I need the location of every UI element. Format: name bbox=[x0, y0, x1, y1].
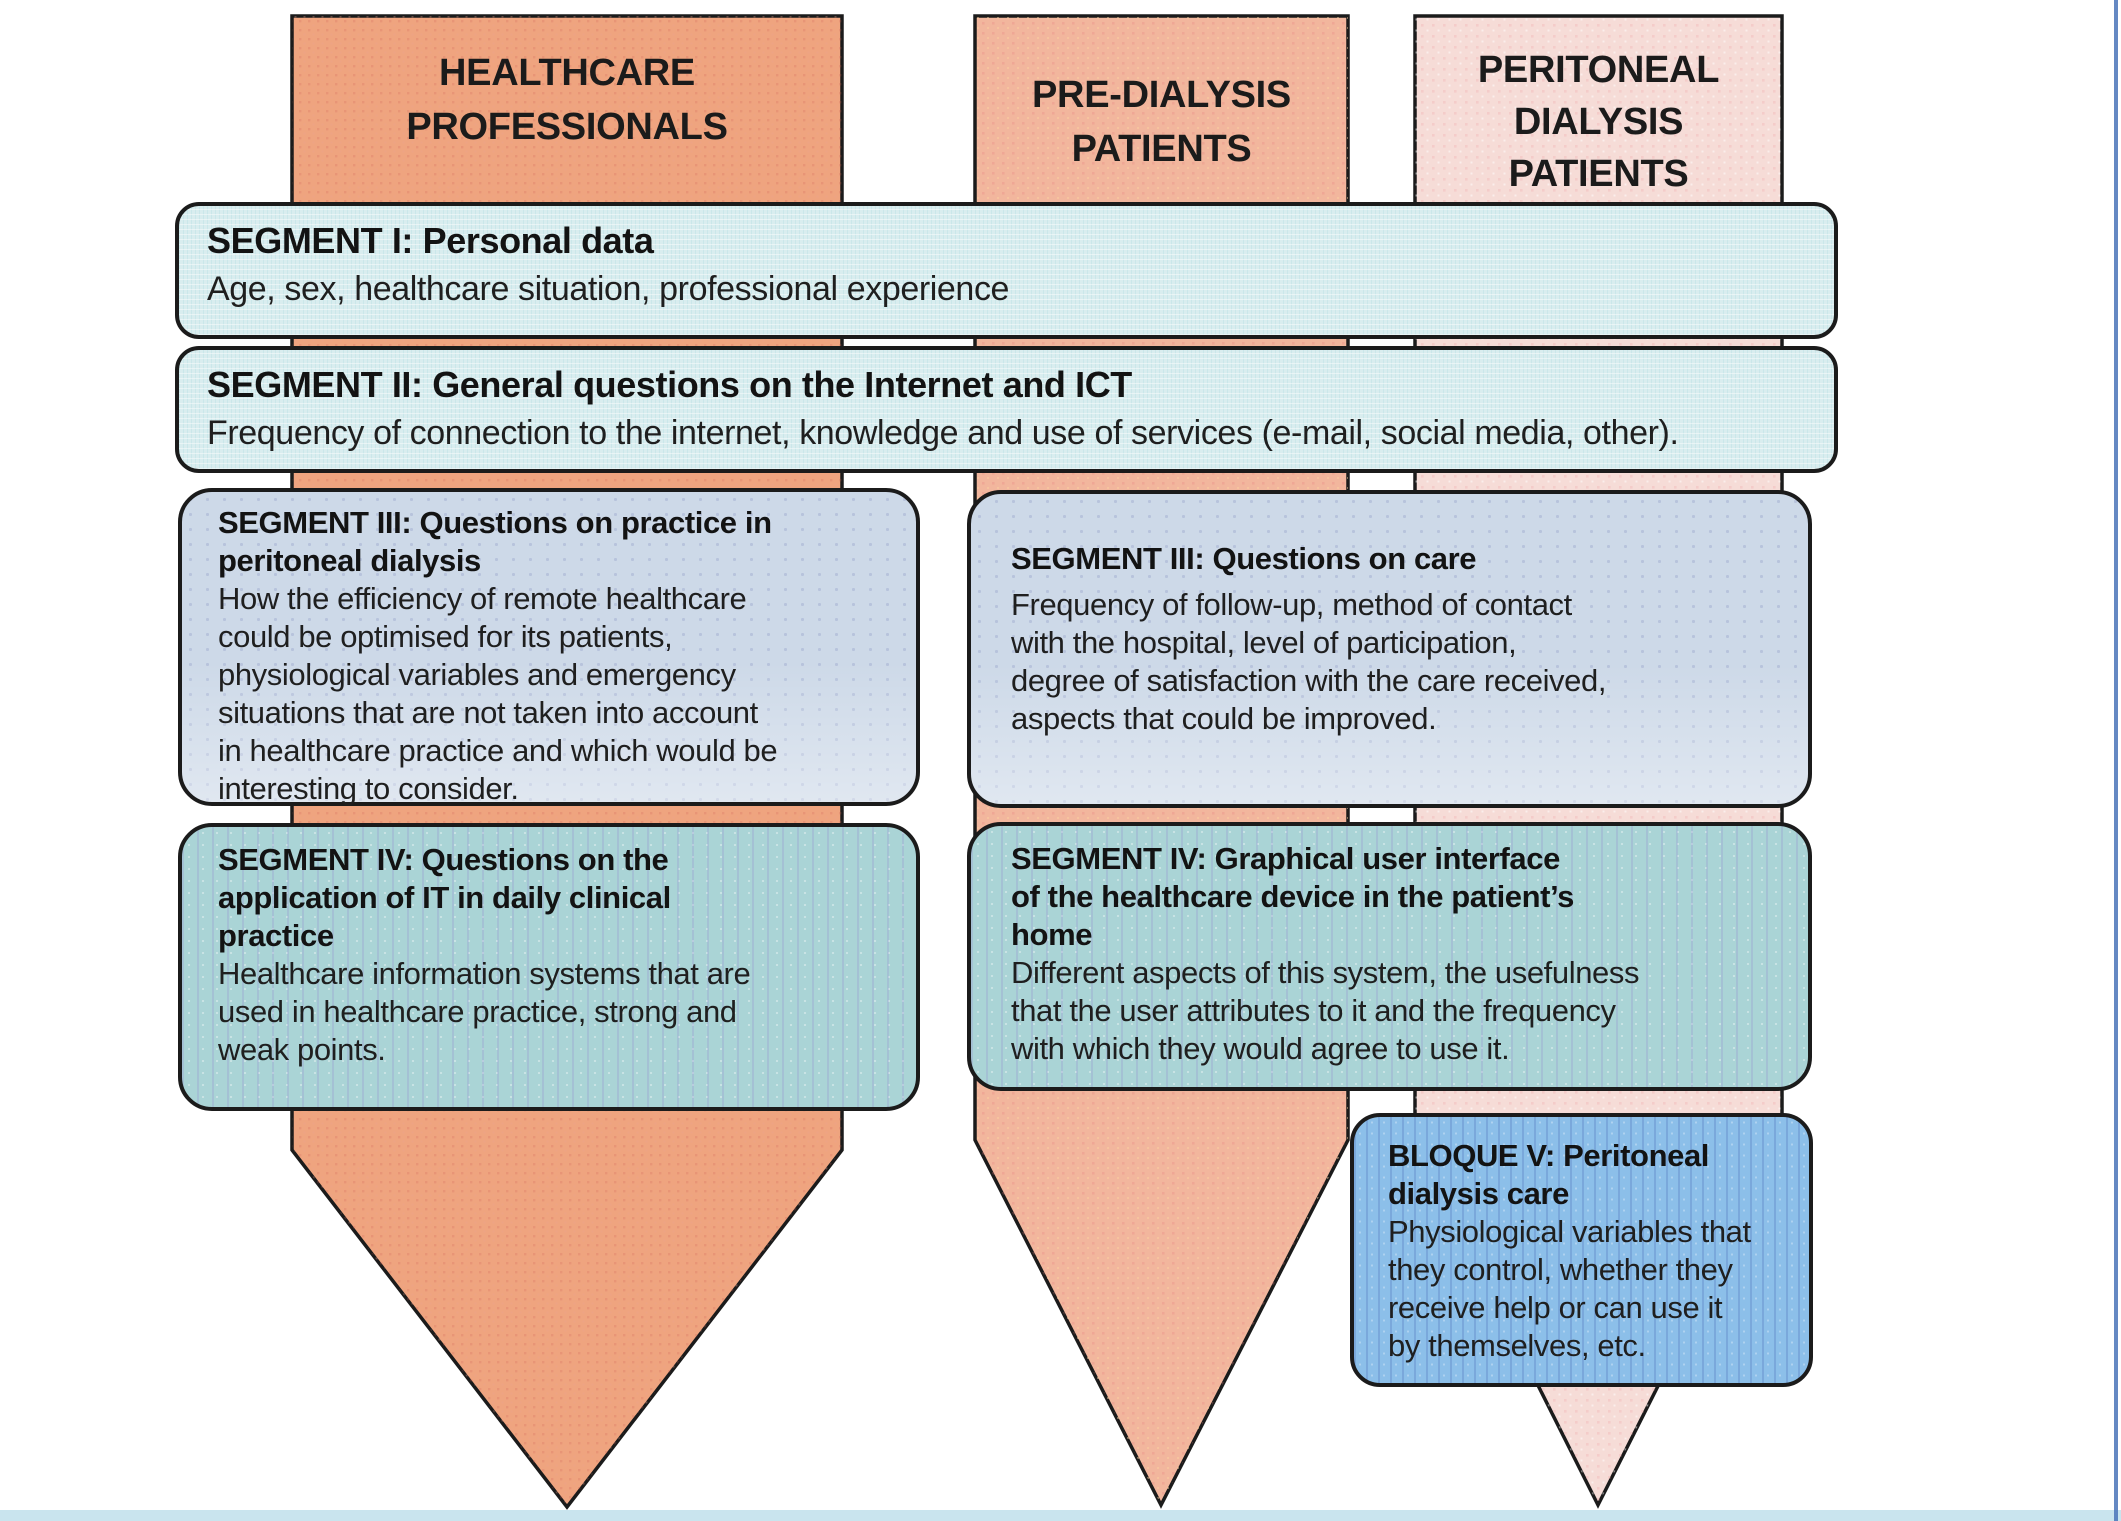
bloque-5-box bbox=[1350, 1113, 1813, 1387]
figure-right-frame-line bbox=[2114, 0, 2118, 1521]
segment-4-patients-body: Different aspects of this system, the usefulness that the user attributes to it and the frequency with which they would agree to use it. bbox=[1011, 955, 1640, 1066]
bloque-5-body: Physiological variables that they control, whether they receive help or can use it by themselves, etc. bbox=[1388, 1214, 1751, 1363]
segment-3-patients-title: SEGMENT III: Questions on care bbox=[1011, 541, 1477, 576]
segment-2-title: SEGMENT II: General questions on the Internet and ICT bbox=[207, 364, 1132, 405]
column-header-peritoneal-dialysis-patients: PERITONEAL DIALYSIS PATIENTS bbox=[1477, 49, 1720, 195]
segment-4-patients-title: SEGMENT IV: Graphical user interface of the healthcare device in the patient’s home bbox=[1011, 841, 1574, 952]
segment-4-patients-box bbox=[967, 822, 1812, 1091]
column-header-healthcare-professionals: HEALTHCARE PROFESSIONALS bbox=[406, 52, 728, 148]
segment-4-professionals-box bbox=[178, 823, 920, 1111]
segment-3-patients-body: Frequency of follow-up, method of contact with the hospital, level of participation, degree of satisfaction with the care received, aspects that could be improved. bbox=[1011, 587, 1607, 736]
figure-bottom-bar bbox=[0, 1510, 2121, 1521]
segment-1-body: Age, sex, healthcare situation, professional experience bbox=[207, 270, 1010, 308]
segment-2-body: Frequency of connection to the internet, knowledge and use of services (e-mail, social media, other). bbox=[207, 414, 1679, 452]
segment-4-professionals-body: Healthcare information systems that are used in healthcare practice, strong and weak points. bbox=[218, 956, 751, 1067]
segment-4-professionals-title: SEGMENT IV: Questions on the application of IT in daily clinical practice bbox=[218, 842, 671, 953]
segment-3-professionals-title: SEGMENT III: Questions on practice in peritoneal dialysis bbox=[218, 505, 772, 578]
segment-1-box bbox=[175, 202, 1838, 339]
segment-2-box bbox=[175, 346, 1838, 473]
segment-3-professionals-body: How the efficiency of remote healthcare could be optimised for its patients, physiological variables and emergency situations that are not taken into account in healthcare practice and which would be interesting to consider. bbox=[218, 581, 778, 806]
bloque-5-title: BLOQUE V: Peritoneal dialysis care bbox=[1388, 1138, 1710, 1211]
column-header-pre-dialysis-patients: PRE-DIALYSIS PATIENTS bbox=[1032, 74, 1291, 170]
segment-1-title: SEGMENT I: Personal data bbox=[207, 220, 654, 261]
segment-3-professionals-box bbox=[178, 488, 920, 806]
segment-3-patients-box bbox=[967, 490, 1812, 808]
